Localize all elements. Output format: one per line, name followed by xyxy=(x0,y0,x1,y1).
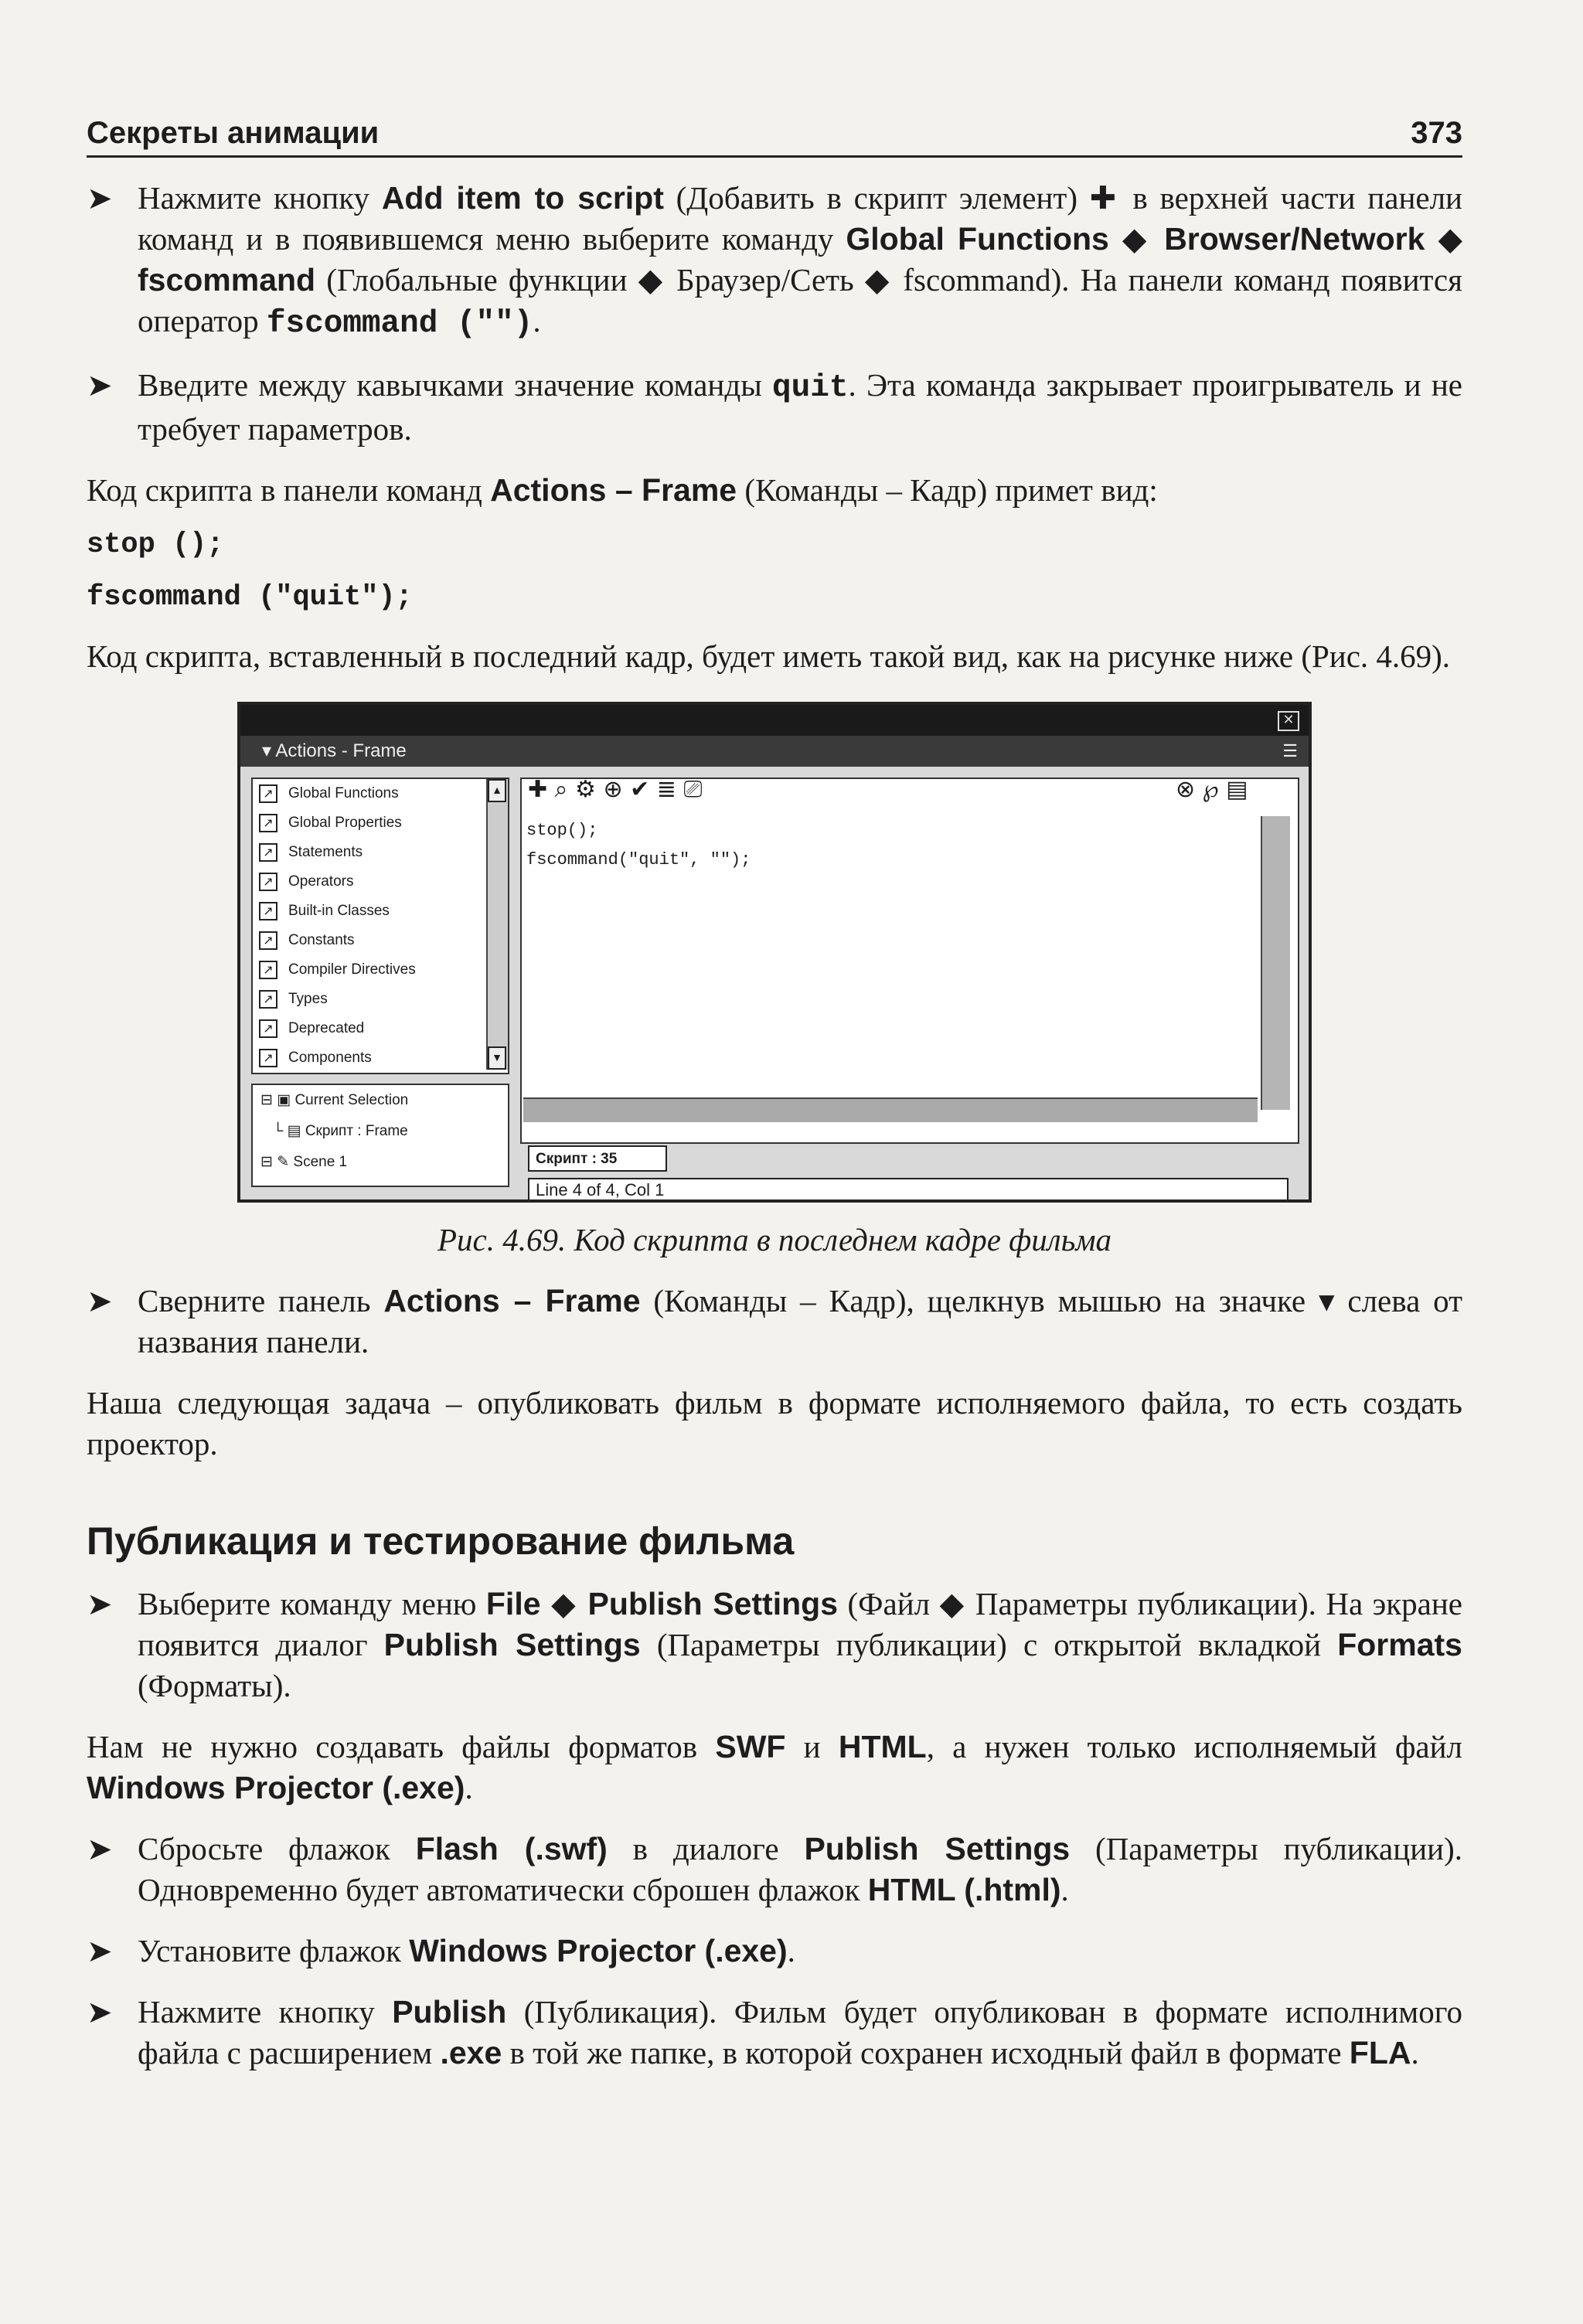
book-icon: ↗ xyxy=(259,814,277,832)
step-publish-settings: ➤ Выберите команду меню File ◆ Publish Settings (Файл ◆ Параметры публикации). На экране появится диалог Publish Settings (Параметры публикации) с открытой вкладкой Formats (Форматы). xyxy=(87,1584,1462,1706)
running-header xyxy=(87,116,1462,158)
bullet-arrow-icon: ➤ xyxy=(87,181,113,216)
step-publish: ➤ Нажмите кнопку Publish (Публикация). Фильм будет опубликован в формате исполнимого файла с расширением .exe в той же папке, в которой сохранен исходный файл в формате FLA. xyxy=(87,1992,1462,2074)
script-tab: Скрипт : 35 xyxy=(528,1145,667,1172)
paragraph-script-code: Код скрипта в панели команд Actions – Frame (Команды – Кадр) примет вид: xyxy=(87,472,1158,508)
toolbox-item: ↗ Components xyxy=(253,1043,508,1073)
paragraph-formats: Нам не нужно создавать файлы форматов SWF и HTML, а нужен только исполняемый файл Windows Projector (.exe). xyxy=(87,1729,1462,1805)
script-navigator xyxy=(251,1084,509,1187)
book-icon: ↗ xyxy=(259,1019,277,1038)
scroll-up-icon: ▲ xyxy=(488,779,506,802)
bullet-arrow-icon: ➤ xyxy=(87,1587,113,1621)
step-enter-quit: ➤ Введите между кавычками значение команды quit. Эта команда закрывает проигрыватель и не требует параметров. xyxy=(87,365,1462,450)
bullet-arrow-icon: ➤ xyxy=(87,1934,113,1968)
toolbox-item: ↗ Compiler Directives xyxy=(253,955,508,985)
panel-title: ▾ Actions - Frame ☰ xyxy=(240,736,1309,767)
book-icon: ↗ xyxy=(259,990,277,1009)
bullet-arrow-icon: ➤ xyxy=(87,368,113,403)
figure-top-bar xyxy=(240,705,1309,736)
toolbox-item: ↗ Built-in Classes xyxy=(253,897,508,926)
scroll-down-icon: ▼ xyxy=(488,1046,506,1070)
status-bar: Line 4 of 4, Col 1 xyxy=(528,1178,1289,1201)
toolbox-item: ↗ Global Functions xyxy=(253,779,508,808)
step-check-projector: ➤ Установите флажок Windows Projector (.exe). xyxy=(87,1931,1462,1972)
page xyxy=(87,116,1462,2074)
actions-toolbox xyxy=(251,778,509,1074)
step-uncheck-flash: ➤ Сбросьте флажок Flash (.swf) в диалоге Publish Settings (Параметры публикации). Одновременно будет автоматически сброшен флажок HTML (.html). xyxy=(87,1829,1462,1911)
script-toolbar: ✚ ⌕ ⚙ ⊕ ✔ ≣ ⎚ xyxy=(528,776,703,803)
figure-caption: Рис. 4.69. Код скрипта в последнем кадре фильма xyxy=(437,1222,1112,1257)
code-line-fscommand: fscommand ("quit"); xyxy=(87,581,413,614)
page-number: 373 xyxy=(1411,116,1462,150)
book-icon: ↗ xyxy=(259,1049,277,1067)
editor-line: stop(); xyxy=(526,821,598,840)
code-line-stop: stop (); xyxy=(87,529,224,561)
tree-item: └ ▤ Скрипт : Frame xyxy=(260,1123,408,1139)
paragraph-figure-intro: Код скрипта, вставленный в последний кадр, будет иметь такой вид, как на рисунке ниже (Рис. 4.69). xyxy=(87,638,1451,674)
bullet-arrow-icon: ➤ xyxy=(87,1995,113,2030)
tree-item: ⊟ ▣ Current Selection xyxy=(260,1092,409,1108)
tree-item: ⊟ ✎ Scene 1 xyxy=(260,1154,348,1170)
book-icon: ↗ xyxy=(259,784,277,803)
toolbox-item: ↗ Deprecated xyxy=(253,1014,508,1043)
chapter-title: Секреты анимации xyxy=(87,116,380,150)
figure-actions-panel xyxy=(237,702,1312,1203)
section-heading: Публикация и тестирование фильма xyxy=(87,1519,795,1563)
book-icon: ↗ xyxy=(259,902,277,920)
book-icon: ↗ xyxy=(259,843,277,862)
book-icon: ↗ xyxy=(259,873,277,891)
toolbox-item: ↗ Constants xyxy=(253,926,508,955)
step-add-item: ➤ Нажмите кнопку Add item to script (Добавить в скрипт элемент) ✚ в верхней части панели команд и в появившемся меню выберите команду Global Functions ◆ Browser/Network ◆ fscommand (Глобальные функции ◆ Браузер/Сеть ◆ fscommand). На панели команд появится оператор fscommand (""). xyxy=(87,178,1462,345)
toolbox-item: ↗ Global Properties xyxy=(253,808,508,838)
bullet-arrow-icon: ➤ xyxy=(87,1284,113,1319)
editor-line: fscommand("quit", ""); xyxy=(526,850,751,869)
toolbox-item: ↗ Types xyxy=(253,985,508,1014)
editor-horizontal-scrollbar xyxy=(523,1097,1258,1122)
toolbox-item: ↗ Operators xyxy=(253,867,508,897)
bullet-arrow-icon: ➤ xyxy=(87,1832,113,1866)
book-icon: ↗ xyxy=(259,931,277,950)
toolbox-item: ↗ Statements xyxy=(253,838,508,867)
step-collapse-panel: ➤ Сверните панель Actions – Frame (Команды – Кадр), щелкнув мышью на значке ▾ слева от названия панели. xyxy=(87,1281,1462,1363)
script-toolbar-right: ⊗ ℘ ▤ xyxy=(1176,776,1248,803)
script-editor xyxy=(526,816,751,875)
close-icon: ✕ xyxy=(1278,711,1299,731)
toolbox-scrollbar xyxy=(486,779,508,1070)
book-icon: ↗ xyxy=(259,961,277,979)
editor-vertical-scrollbar xyxy=(1261,816,1290,1110)
panel-menu-icon: ☰ xyxy=(1282,741,1298,760)
paragraph-next-task: Наша следующая задача – опубликовать фильм в формате исполняемого файла, то есть создать проектор. xyxy=(87,1385,1462,1461)
